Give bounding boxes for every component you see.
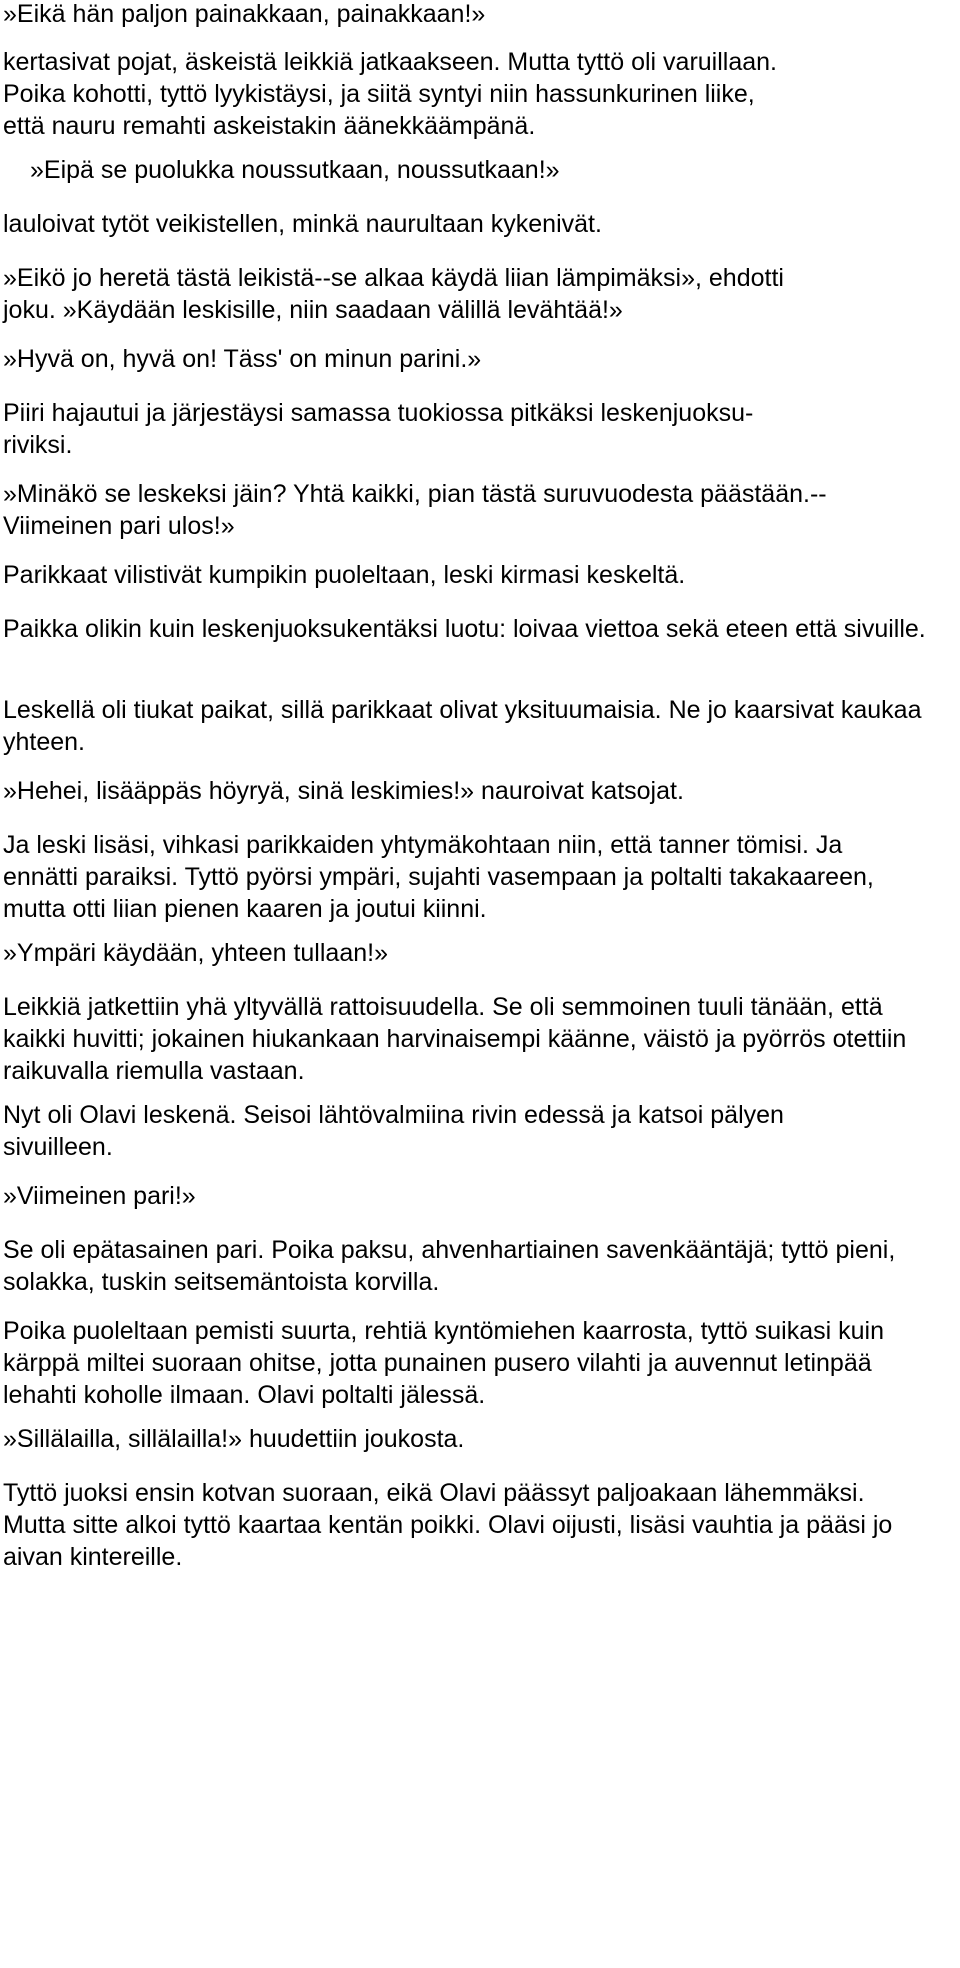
paragraph-18: Se oli epätasainen pari. Poika paksu, ahvenhartiainen savenkääntäjä; tyttö pieni, solakka, tuskin seitsemäntoista korvilla. <box>3 1236 896 1296</box>
paragraph-1: »Eikä hän paljon painakkaan, painakkaan!» <box>3 0 486 28</box>
paragraph-16: Nyt oli Olavi leskenä. Seisoi lähtövalmiina rivin edessä ja katsoi pälyen sivuilleen. <box>3 1101 784 1161</box>
paragraph-21: Tyttö juoksi ensin kotvan suoraan, eikä Olavi päässyt paljoakaan lähemmäksi. Mutta sitte alkoi tyttö kaartaa kentän poikki. Olavi oijusti, lisäsi vauhtia ja pääsi jo aivan kintereille. <box>3 1479 893 1571</box>
paragraph-19: Poika puoleltaan pemisti suurta, rehtiä kyntömiehen kaarrosta, tyttö suikasi kuin kärppä miltei suoraan ohitse, jotta punainen pusero vilahti ja auvennut letinpää lehahti koholle ilmaan. Olavi poltalti jälessä. <box>3 1317 885 1409</box>
paragraph-7: Piiri hajautui ja järjestäysi samassa tuokiossa pitkäksi leskenjuoksu-riviksi. <box>3 399 754 459</box>
paragraph-20: »Sillälailla, sillälailla!» huudettiin joukosta. <box>3 1425 465 1453</box>
paragraph-6: »Hyvä on, hyvä on! Täss' on minun parini.» <box>3 345 482 373</box>
paragraph-4: lauloivat tytöt veikistellen, minkä naurultaan kykenivät. <box>3 210 602 238</box>
paragraph-8: »Minäkö se leskeksi jäin? Yhtä kaikki, pian tästä suruvuodesta päästään.--Viimeinen pari ulos!» <box>3 480 827 540</box>
paragraph-11: Leskellä oli tiukat paikat, sillä parikkaat olivat yksituumaisia. Ne jo kaarsivat kaukaa yhteen. <box>3 696 922 756</box>
paragraph-15: Leikkiä jatkettiin yhä yltyvällä rattoisuudella. Se oli semmoinen tuuli tänään, että kaikki huvitti; jokainen hiukankaan harvinaisempi käänne, väistö ja pyörrös otettiin raikuvalla riemulla vastaan. <box>3 993 907 1085</box>
paragraph-5: »Eikö jo heretä tästä leikistä--se alkaa käydä liian lämpimäksi», ehdotti joku. »Käydään leskisille, niin saadaan välillä levähtää!» <box>3 264 784 324</box>
paragraph-13: Ja leski lisäsi, vihkasi parikkaiden yhtymäkohtaan niin, että tanner tömisi. Ja ennätti paraiksi. Tyttö pyörsi ympäri, sujahti vasempaan ja poltalti takakaareen, mutta otti liian pienen kaaren ja joutui kiinni. <box>3 831 874 923</box>
paragraph-2: kertasivat pojat, äskeistä leikkiä jatkaakseen. Mutta tyttö oli varuillaan. Poika kohotti, tyttö lyykistäysi, ja siitä syntyi niin hassunkurinen liike, että nauru remahti askeistakin äänekkäämpänä. <box>3 48 777 140</box>
paragraph-9: Parikkaat vilistivät kumpikin puoleltaan, leski kirmasi keskeltä. <box>3 561 686 589</box>
paragraph-10: Paikka olikin kuin leskenjuoksukentäksi luotu: loivaa viettoa sekä eteen että sivuille. <box>3 615 926 643</box>
paragraph-17: »Viimeinen pari!» <box>3 1182 196 1210</box>
paragraph-3: »Eipä se puolukka noussutkaan, noussutkaan!» <box>30 156 560 184</box>
paragraph-14: »Ympäri käydään, yhteen tullaan!» <box>3 939 388 967</box>
paragraph-12: »Hehei, lisääppäs höyryä, sinä leskimies!» nauroivat katsojat. <box>3 777 684 805</box>
